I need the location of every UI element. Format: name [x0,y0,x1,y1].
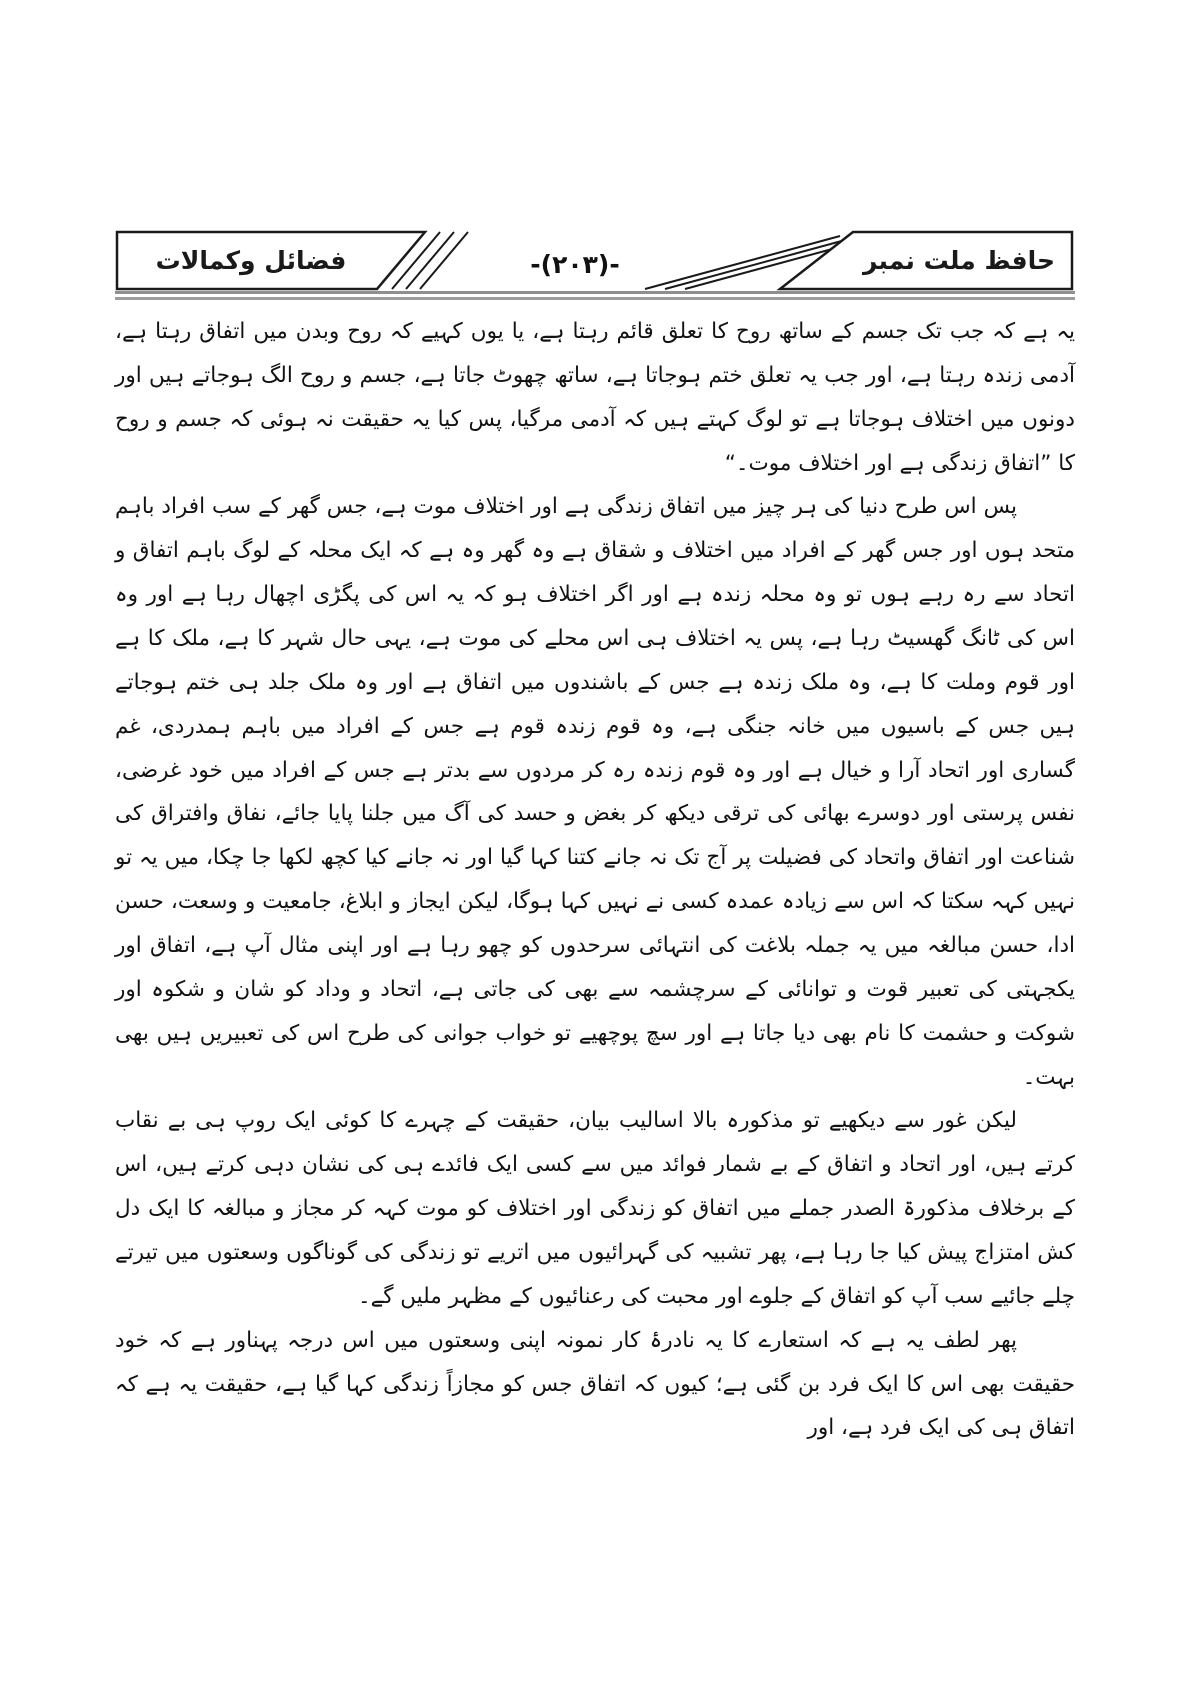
body-text-block [115,310,1075,1450]
page-header [115,228,1075,292]
header-title-right: حافظ ملت نمبر [862,245,1055,275]
header-banner-right [635,230,1075,292]
body-paragraph: پس اس طرح دنیا کی ہر چیز میں اتفاق زندگی ہے اور اختلاف موت ہے، جس گھر کے سب افراد باہم متحد ہوں اور جس گھر کے افراد میں اختلاف و شقاق ہے وہ گھر وہ ہے کہ ایک محلہ کے لوگ باہم اتفاق و اتحاد سے رہ رہے ہوں تو وہ محلہ زندہ ہے اور اگر اختلاف ہو کہ یہ اس کی پگڑی اچھال رہا ہے اور وہ اس کی ٹانگ گھسیٹ رہا ہے، پس یہ اختلاف ہی اس محلے کی موت ہے، یہی حال شہر کا ہے، ملک کا ہے اور قوم وملت کا ہے، وہ ملک زندہ ہے جس کے باشندوں میں اتفاق ہے اور وہ ملک جلد ہی ختم ہوجاتے ہیں جس کے باسیوں میں خانہ جنگی ہے، وہ قوم زندہ قوم ہے جس کے افراد میں باہم ہمدردی، غم گساری اور اتحاد آرا و خیال ہے اور وہ قوم زندہ رہ کر مردوں سے بدتر ہے جس کے افراد میں خود غرضی، نفس پرستی اور دوسرے بھائی کی ترقی دیکھ کر بغض و حسد کی آگ میں جلنا پایا جائے، نفاق وافتراق کی شناعت اور اتفاق واتحاد کی فضیلت پر آج تک نہ جانے کتنا کہا گیا اور نہ جانے کیا کچھ لکھا جا چکا، میں یہ تو نہیں کہہ سکتا کہ اس سے زیادہ عمدہ کسی نے نہیں کہا ہوگا، لیکن ایجاز و ابلاغ، جامعیت و وسعت، حسن ادا، حسن مبالغہ میں یہ جملہ بلاغت کی انتہائی سرحدوں کو چھو رہا ہے اور اپنی مثال آپ ہے، اتفاق اور یکجہتی کی تعبیر قوت و توانائی کے سرچشمہ سے بھی کی جاتی ہے، اتحاد و وداد کو شان و شکوہ اور شوکت و حشمت کا نام بھی دیا جاتا ہے اور سچ پوچھیے تو خواب جوانی کی طرح اس کی تعبیریں ہیں بھی بہت۔ [115,494,1075,1090]
header-title-left: فضائل وکمالات [155,245,347,275]
body-paragraph: یہ ہے کہ جب تک جسم کے ساتھ روح کا تعلق قائم رہتا ہے، یا یوں کہیے کہ روح وبدن میں اتفاق رہتا ہے، آدمی زندہ رہتا ہے، اور جب یہ تعلق ختم ہوجاتا ہے، ساتھ چھوٹ جاتا ہے، جسم و روح الگ ہوجاتے ہیں اور دونوں میں اختلاف ہوجاتا ہے تو لوگ کہتے ہیں کہ آدمی مرگیا، پس کیا یہ حقیقت نہ ہوئی کہ جسم و روح کا ”اتفاق زندگی ہے اور اختلاف موت۔“ [115,319,1075,476]
body-paragraph: لیکن غور سے دیکھیے تو مذکورہ بالا اسالیب بیان، حقیقت کے چہرے کا کوئی ایک روپ ہی بے نقاب کرتے ہیں، اور اتحاد و اتفاق کے بے شمار فوائد میں سے کسی ایک فائدے ہی کی نشان دہی کرتے ہیں، اس کے برخلاف مذکورۃ الصدر جملے میں اتفاق کو زندگی اور اختلاف کو موت کہہ کر مجاز و مبالغہ کا ایک دل کش امتزاج پیش کیا جا رہا ہے، پھر تشبیہ کی گہرائیوں میں اتریے تو زندگی کی گوناگوں وسعتوں میں تیرتے چلے جائیے سب آپ کو اتفاق کے جلوے اور محبت کی رعنائیوں کے مظہر ملیں گے۔ [115,1108,1075,1309]
header-banner-left [115,230,515,292]
page-number: -(۲۰۳)- [530,250,620,279]
body-paragraph: پھر لطف یہ ہے کہ استعارے کا یہ نادرۂ کار نمونہ اپنی وسعتوں میں اس درجہ پہناور ہے کہ خود حقیقت بھی اس کا ایک فرد بن گئی ہے؛ کیوں کہ اتفاق جس کو مجازاً زندگی کہا گیا ہے، حقیقت یہ ہے کہ اتفاق ہی کی ایک فرد ہے، اور [115,1327,1075,1441]
header-divider-rule [115,291,1075,300]
